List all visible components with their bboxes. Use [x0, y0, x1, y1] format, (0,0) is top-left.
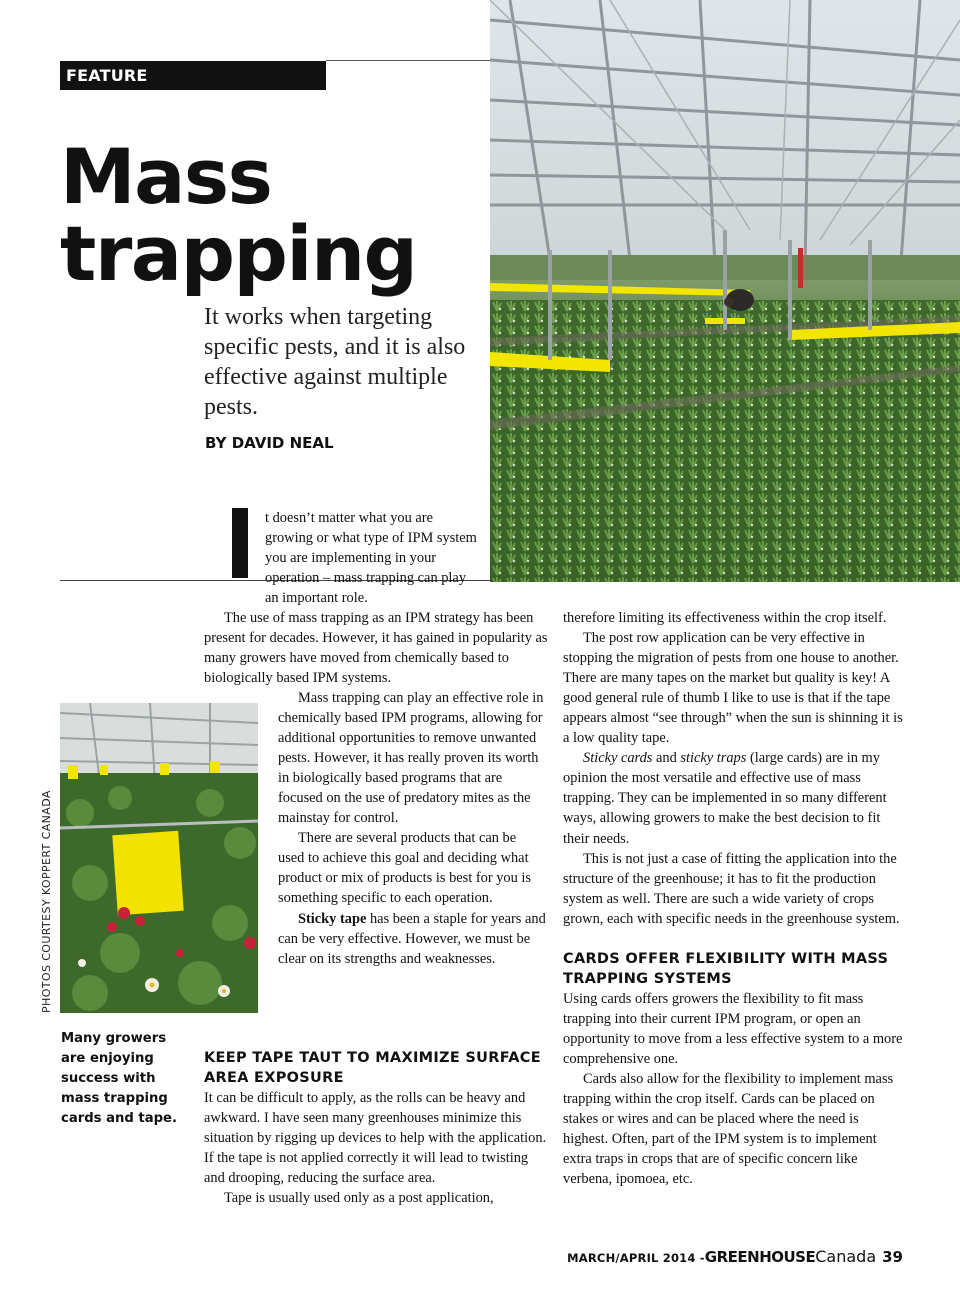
paragraph — [278, 909, 546, 969]
title-line-1: Mass — [60, 132, 272, 221]
paragraph-text: has been a staple for years and can be very effective. However, we must be clear on its strengths and weaknesses. — [278, 910, 546, 967]
paragraph: Mass trapping can play an effective role in chemically based IPM programs, allowing for additional opportunities to remove unwanted pests. However, it has really proven its worth in biologically based programs that are focused on the use of predatory mites as the mainstay for control. — [278, 690, 544, 827]
page-footer — [567, 1247, 903, 1266]
issue-date: MARCH/APRIL 2014 - — [567, 1251, 705, 1265]
paragraph: The post row application can be very effective in stopping the migration of pests from one house to another. There are many tapes on the market but quality is key! A good general rule of thumb I like to use is that if the tape appears almost “see through” when the sun is shinning it is a low quality tape. — [563, 630, 903, 747]
paragraph — [563, 748, 903, 848]
title-line-2: trapping — [60, 209, 417, 298]
paragraph: It can be difficult to apply, as the rolls can be heavy and awkward. I have seen many greenhouses minimize this situation by rigging up devices to help with the application. If the tape is not applied correctly it will lead to twisting and drooping, reducing the surface area. — [204, 1090, 547, 1187]
header-rule — [326, 60, 490, 61]
paragraph: therefore limiting its effectiveness within the crop itself. — [563, 610, 887, 626]
page-number: 39 — [882, 1248, 903, 1266]
sticky-tape-term: Sticky tape — [298, 910, 367, 927]
section-heading: KEEP TAPE TAUT TO MAXIMIZE SURFACE AREA EXPOSURE — [204, 1050, 541, 1086]
intro-paragraph: t doesn’t matter what you are growing or what type of IPM system you are implementing in your operation – mass trapping can play an important role. — [265, 510, 477, 606]
italic-term: sticky traps — [680, 750, 747, 767]
photo-credit: PHOTOS COURTESY KOPPERT CANADA — [40, 790, 53, 1013]
paragraph: Cards also allow for the flexibility to implement mass trapping within the crop itself. Cards can be placed on stakes or wires and can be placed where the need is highest. Often, part of the IPM system is to implement extra traps in crops that are of specific concern like verbena, ipomoea, etc. — [563, 1070, 894, 1188]
column-1-top — [204, 608, 549, 688]
italic-term: Sticky cards — [583, 750, 653, 767]
sticky-card-photo — [60, 703, 258, 1013]
paragraph-text: (large cards) are in my opinion the most versatile and effective use of mass trapping. They can be implemented in so many different ways, allowing growers to make the best decision to fit their needs. — [563, 750, 887, 847]
drop-cap — [232, 508, 248, 578]
column-2 — [563, 608, 903, 1189]
article-title — [60, 132, 417, 298]
column-1-bottom — [204, 1048, 549, 1208]
byline: BY DAVID NEAL — [205, 434, 334, 452]
section-label: FEATURE — [60, 61, 326, 90]
photo-caption: Many growers are enjoying success with mass trapping cards and tape. — [61, 1031, 178, 1126]
paragraph: There are several products that can be used to achieve this goal and deciding what product or mix of products is best for you is something specific to each operation. — [278, 830, 532, 907]
paragraph-text: and — [652, 750, 681, 767]
greenhouse-photo — [490, 0, 960, 582]
column-1-middle — [278, 688, 546, 969]
magazine-brand-suffix: Canada — [815, 1247, 877, 1266]
magazine-brand: GREENHOUSE — [704, 1248, 816, 1266]
paragraph: Using cards offers growers the flexibility to fit mass trapping into their current IPM program, or open an opportunity to move from a less effective system to a more comprehensive one. — [563, 990, 903, 1067]
paragraph: The use of mass trapping as an IPM strategy has been present for decades. However, it has gained in popularity as many growers have moved from chemically based to biologically based IPM systems. — [204, 610, 548, 687]
section-heading: CARDS OFFER FLEXIBILITY WITH MASS TRAPPING SYSTEMS — [563, 950, 889, 987]
article-subtitle: It works when targeting specific pests, and it is also effective against multiple pests. — [204, 304, 466, 420]
paragraph: Tape is usually used only as a post application, — [224, 1190, 494, 1207]
paragraph: This is not just a case of fitting the application into the structure of the greenhouse; it has to fit the production system as well. There are such a wide variety of crops grown, each with specific needs in the greenhouse system. — [563, 850, 900, 927]
